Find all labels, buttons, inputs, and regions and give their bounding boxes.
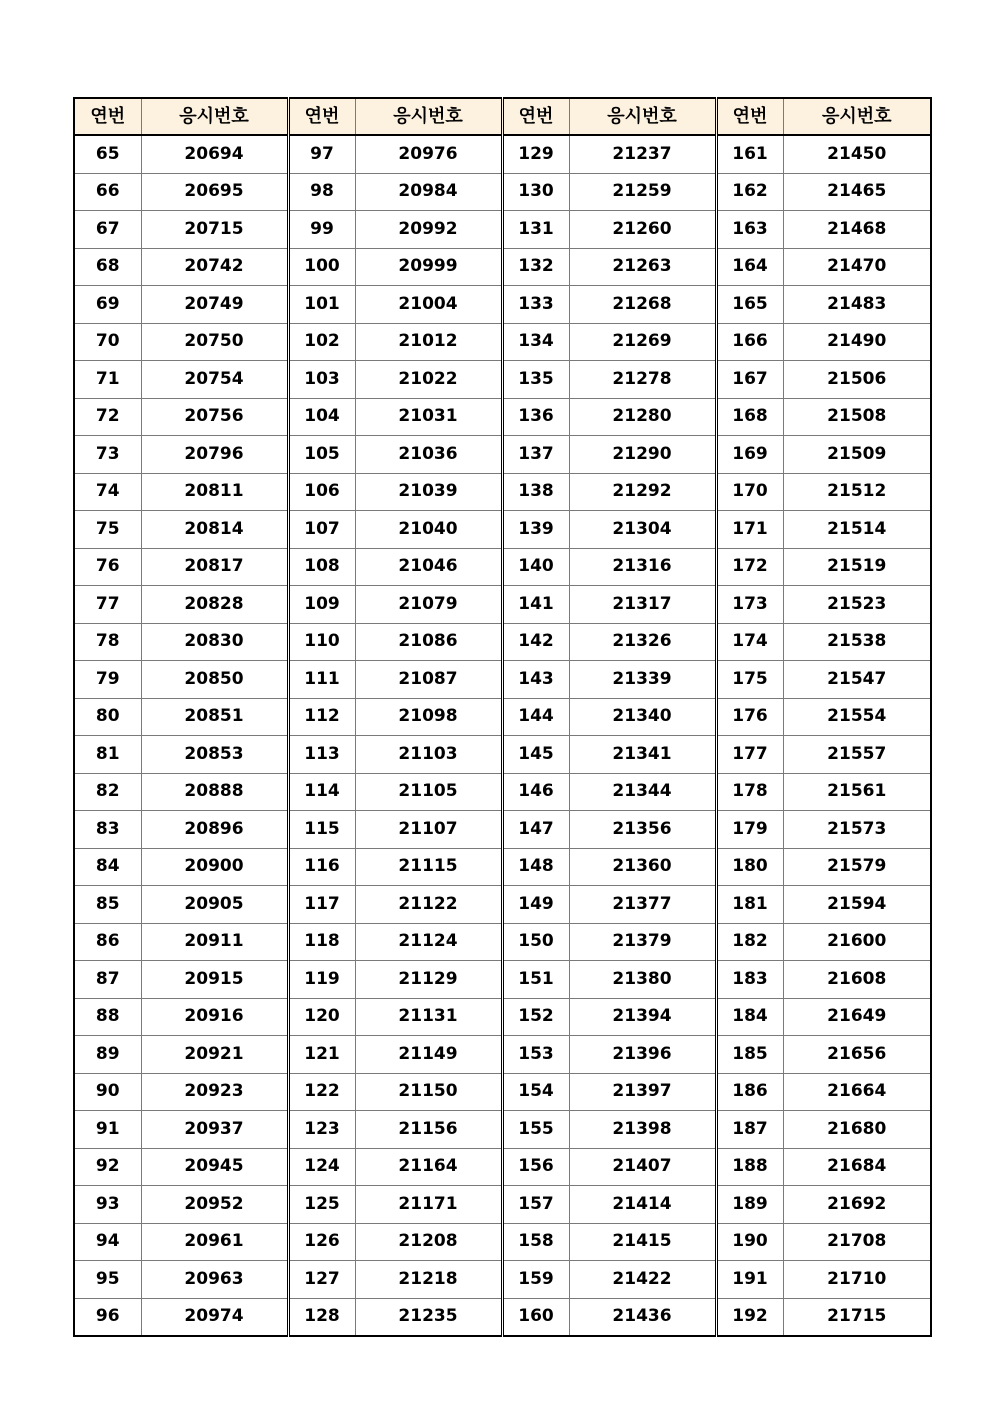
serial-number-cell: 79	[74, 661, 141, 699]
exam-number-cell: 21040	[355, 511, 502, 549]
table-row	[74, 923, 931, 961]
table-row	[74, 548, 931, 586]
serial-number-cell: 188	[716, 1148, 783, 1186]
exam-number-cell: 21600	[783, 923, 931, 961]
serial-number-cell: 119	[288, 961, 355, 999]
exam-number-cell: 20963	[141, 1261, 288, 1299]
table-row	[74, 135, 931, 173]
exam-number-cell: 21278	[569, 361, 716, 399]
serial-number-cell: 175	[716, 661, 783, 699]
serial-number-cell: 99	[288, 211, 355, 249]
exam-number-cell: 21470	[783, 248, 931, 286]
serial-number-cell: 163	[716, 211, 783, 249]
serial-number-cell: 74	[74, 473, 141, 511]
exam-number-cell: 21036	[355, 436, 502, 474]
exam-number-cell: 20916	[141, 998, 288, 1036]
serial-number-cell: 158	[502, 1223, 569, 1261]
exam-number-cell: 21339	[569, 661, 716, 699]
exam-number-cell: 21506	[783, 361, 931, 399]
serial-number-cell: 155	[502, 1111, 569, 1149]
serial-number-cell: 167	[716, 361, 783, 399]
serial-number-cell: 124	[288, 1148, 355, 1186]
serial-number-cell: 162	[716, 173, 783, 211]
serial-number-cell: 164	[716, 248, 783, 286]
exam-number-cell: 21608	[783, 961, 931, 999]
serial-number-cell: 156	[502, 1148, 569, 1186]
serial-number-cell: 145	[502, 736, 569, 774]
serial-number-cell: 110	[288, 623, 355, 661]
exam-number-cell: 21436	[569, 1298, 716, 1336]
serial-number-cell: 66	[74, 173, 141, 211]
exam-number-cell: 21394	[569, 998, 716, 1036]
serial-number-cell: 149	[502, 886, 569, 924]
exam-number-cell: 21171	[355, 1186, 502, 1224]
table-row	[74, 698, 931, 736]
serial-number-cell: 131	[502, 211, 569, 249]
exam-number-cell: 20905	[141, 886, 288, 924]
serial-number-cell: 81	[74, 736, 141, 774]
exam-number-cell: 21268	[569, 286, 716, 324]
exam-number-cell: 21046	[355, 548, 502, 586]
serial-number-cell: 165	[716, 286, 783, 324]
serial-number-cell: 142	[502, 623, 569, 661]
exam-number-cell: 21122	[355, 886, 502, 924]
serial-number-cell: 140	[502, 548, 569, 586]
serial-number-cell: 92	[74, 1148, 141, 1186]
exam-number-cell: 21377	[569, 886, 716, 924]
serial-number-cell: 94	[74, 1223, 141, 1261]
serial-number-cell: 150	[502, 923, 569, 961]
exam-number-cell: 21218	[355, 1261, 502, 1299]
table-row	[74, 1036, 931, 1074]
table-row	[74, 661, 931, 699]
serial-number-cell: 157	[502, 1186, 569, 1224]
serial-number-cell: 70	[74, 323, 141, 361]
exam-number-cell: 21422	[569, 1261, 716, 1299]
exam-number-cell: 21103	[355, 736, 502, 774]
exam-number-cell: 20750	[141, 323, 288, 361]
exam-number-cell: 21107	[355, 811, 502, 849]
serial-number-cell: 161	[716, 135, 783, 173]
serial-number-cell: 191	[716, 1261, 783, 1299]
serial-number-cell: 111	[288, 661, 355, 699]
serial-number-cell: 134	[502, 323, 569, 361]
exam-number-cell: 21124	[355, 923, 502, 961]
exam-number-cell: 21509	[783, 436, 931, 474]
table-row	[74, 361, 931, 399]
serial-number-cell: 176	[716, 698, 783, 736]
serial-number-cell: 129	[502, 135, 569, 173]
exam-number-cell: 21579	[783, 848, 931, 886]
table-row	[74, 1223, 931, 1261]
exam-number-cell: 21344	[569, 773, 716, 811]
serial-number-cell: 172	[716, 548, 783, 586]
serial-number-cell: 184	[716, 998, 783, 1036]
exam-number-cell: 21561	[783, 773, 931, 811]
serial-number-cell: 181	[716, 886, 783, 924]
serial-number-cell: 71	[74, 361, 141, 399]
exam-number-cell: 21004	[355, 286, 502, 324]
serial-number-cell: 80	[74, 698, 141, 736]
exam-number-cell: 20952	[141, 1186, 288, 1224]
exam-number-cell: 20900	[141, 848, 288, 886]
table-row	[74, 961, 931, 999]
serial-number-cell: 76	[74, 548, 141, 586]
column-header-serial: 연번	[74, 98, 141, 135]
serial-number-cell: 78	[74, 623, 141, 661]
exam-number-cell: 20974	[141, 1298, 288, 1336]
exam-number-cell: 21692	[783, 1186, 931, 1224]
table-row	[74, 436, 931, 474]
exam-number-cell: 21490	[783, 323, 931, 361]
serial-number-cell: 177	[716, 736, 783, 774]
exam-number-cell: 21379	[569, 923, 716, 961]
serial-number-cell: 153	[502, 1036, 569, 1074]
exam-number-cell: 20937	[141, 1111, 288, 1149]
exam-number-cell: 21407	[569, 1148, 716, 1186]
exam-number-cell: 20742	[141, 248, 288, 286]
exam-number-cell: 21380	[569, 961, 716, 999]
exam-number-cell: 21235	[355, 1298, 502, 1336]
exam-number-cell: 20888	[141, 773, 288, 811]
exam-number-cell: 21304	[569, 511, 716, 549]
serial-number-cell: 72	[74, 398, 141, 436]
serial-number-cell: 113	[288, 736, 355, 774]
table-row	[74, 998, 931, 1036]
exam-number-cell: 20814	[141, 511, 288, 549]
exam-number-cell: 21237	[569, 135, 716, 173]
exam-number-cell: 21149	[355, 1036, 502, 1074]
serial-number-cell: 190	[716, 1223, 783, 1261]
serial-number-cell: 159	[502, 1261, 569, 1299]
exam-number-cell: 20715	[141, 211, 288, 249]
serial-number-cell: 183	[716, 961, 783, 999]
serial-number-cell: 132	[502, 248, 569, 286]
serial-number-cell: 147	[502, 811, 569, 849]
exam-number-cell: 21708	[783, 1223, 931, 1261]
serial-number-cell: 87	[74, 961, 141, 999]
exam-number-cell: 21259	[569, 173, 716, 211]
table-row	[74, 886, 931, 924]
exam-number-cell: 20921	[141, 1036, 288, 1074]
serial-number-cell: 77	[74, 586, 141, 624]
serial-number-cell: 187	[716, 1111, 783, 1149]
serial-number-cell: 103	[288, 361, 355, 399]
serial-number-cell: 121	[288, 1036, 355, 1074]
serial-number-cell: 100	[288, 248, 355, 286]
exam-number-cell: 20694	[141, 135, 288, 173]
serial-number-cell: 189	[716, 1186, 783, 1224]
exam-number-cell: 21356	[569, 811, 716, 849]
serial-number-cell: 67	[74, 211, 141, 249]
serial-number-cell: 173	[716, 586, 783, 624]
exam-number-cell: 20911	[141, 923, 288, 961]
exam-number-cell: 21554	[783, 698, 931, 736]
exam-number-cell: 20945	[141, 1148, 288, 1186]
table-row	[74, 736, 931, 774]
serial-number-cell: 143	[502, 661, 569, 699]
exam-number-cell: 21156	[355, 1111, 502, 1149]
exam-number-cell: 21326	[569, 623, 716, 661]
serial-number-cell: 123	[288, 1111, 355, 1149]
exam-number-cell: 20756	[141, 398, 288, 436]
serial-number-cell: 179	[716, 811, 783, 849]
exam-number-cell: 20999	[355, 248, 502, 286]
exam-number-cell: 21684	[783, 1148, 931, 1186]
serial-number-cell: 95	[74, 1261, 141, 1299]
exam-number-cell: 21131	[355, 998, 502, 1036]
column-header-serial: 연번	[288, 98, 355, 135]
exam-number-cell: 21269	[569, 323, 716, 361]
serial-number-cell: 130	[502, 173, 569, 211]
table-row	[74, 1261, 931, 1299]
table-row	[74, 211, 931, 249]
exam-number-cell: 20754	[141, 361, 288, 399]
table-row	[74, 173, 931, 211]
serial-number-cell: 107	[288, 511, 355, 549]
serial-number-cell: 133	[502, 286, 569, 324]
exam-number-cell: 21208	[355, 1223, 502, 1261]
serial-number-cell: 146	[502, 773, 569, 811]
serial-number-cell: 139	[502, 511, 569, 549]
serial-number-cell: 151	[502, 961, 569, 999]
exam-number-cell: 21483	[783, 286, 931, 324]
exam-number-cell: 21710	[783, 1261, 931, 1299]
exam-number-table	[73, 97, 932, 1337]
exam-number-cell: 21594	[783, 886, 931, 924]
table-row	[74, 286, 931, 324]
table-row	[74, 848, 931, 886]
exam-number-cell: 21079	[355, 586, 502, 624]
exam-number-cell: 21150	[355, 1073, 502, 1111]
exam-number-cell: 21316	[569, 548, 716, 586]
serial-number-cell: 137	[502, 436, 569, 474]
table-row	[74, 398, 931, 436]
serial-number-cell: 96	[74, 1298, 141, 1336]
column-header-serial: 연번	[502, 98, 569, 135]
serial-number-cell: 102	[288, 323, 355, 361]
serial-number-cell: 117	[288, 886, 355, 924]
serial-number-cell: 105	[288, 436, 355, 474]
serial-number-cell: 90	[74, 1073, 141, 1111]
exam-number-cell: 20896	[141, 811, 288, 849]
serial-number-cell: 89	[74, 1036, 141, 1074]
serial-number-cell: 101	[288, 286, 355, 324]
serial-number-cell: 126	[288, 1223, 355, 1261]
serial-number-cell: 97	[288, 135, 355, 173]
table-row	[74, 473, 931, 511]
serial-number-cell: 128	[288, 1298, 355, 1336]
exam-number-cell: 20984	[355, 173, 502, 211]
serial-number-cell: 148	[502, 848, 569, 886]
exam-number-cell: 21360	[569, 848, 716, 886]
serial-number-cell: 136	[502, 398, 569, 436]
serial-number-cell: 112	[288, 698, 355, 736]
serial-number-cell: 120	[288, 998, 355, 1036]
serial-number-cell: 84	[74, 848, 141, 886]
exam-number-cell: 21519	[783, 548, 931, 586]
serial-number-cell: 86	[74, 923, 141, 961]
serial-number-cell: 118	[288, 923, 355, 961]
exam-number-cell: 21680	[783, 1111, 931, 1149]
exam-number-cell: 20851	[141, 698, 288, 736]
exam-number-cell: 21280	[569, 398, 716, 436]
serial-number-cell: 141	[502, 586, 569, 624]
serial-number-cell: 144	[502, 698, 569, 736]
serial-number-cell: 88	[74, 998, 141, 1036]
exam-number-cell: 21164	[355, 1148, 502, 1186]
exam-number-cell: 21031	[355, 398, 502, 436]
column-header-exam-number: 응시번호	[569, 98, 716, 135]
exam-number-cell: 21260	[569, 211, 716, 249]
exam-number-cell: 21715	[783, 1298, 931, 1336]
serial-number-cell: 82	[74, 773, 141, 811]
serial-number-cell: 125	[288, 1186, 355, 1224]
exam-number-cell: 21086	[355, 623, 502, 661]
exam-number-cell: 20828	[141, 586, 288, 624]
serial-number-cell: 154	[502, 1073, 569, 1111]
serial-number-cell: 75	[74, 511, 141, 549]
exam-number-cell: 20796	[141, 436, 288, 474]
serial-number-cell: 122	[288, 1073, 355, 1111]
exam-number-cell: 20961	[141, 1223, 288, 1261]
exam-number-cell: 21022	[355, 361, 502, 399]
serial-number-cell: 106	[288, 473, 355, 511]
table-row	[74, 1111, 931, 1149]
serial-number-cell: 109	[288, 586, 355, 624]
exam-number-cell: 20749	[141, 286, 288, 324]
table-body	[74, 135, 931, 1336]
exam-number-cell: 21414	[569, 1186, 716, 1224]
serial-number-cell: 178	[716, 773, 783, 811]
column-header-exam-number: 응시번호	[355, 98, 502, 135]
serial-number-cell: 85	[74, 886, 141, 924]
serial-number-cell: 182	[716, 923, 783, 961]
exam-number-cell: 21547	[783, 661, 931, 699]
exam-number-cell: 21129	[355, 961, 502, 999]
exam-number-cell: 21292	[569, 473, 716, 511]
exam-number-cell: 21656	[783, 1036, 931, 1074]
serial-number-cell: 114	[288, 773, 355, 811]
table-row	[74, 1073, 931, 1111]
exam-number-cell: 20695	[141, 173, 288, 211]
exam-number-cell: 21098	[355, 698, 502, 736]
serial-number-cell: 168	[716, 398, 783, 436]
exam-number-cell: 21508	[783, 398, 931, 436]
serial-number-cell: 116	[288, 848, 355, 886]
serial-number-cell: 108	[288, 548, 355, 586]
exam-number-cell: 21538	[783, 623, 931, 661]
serial-number-cell: 65	[74, 135, 141, 173]
serial-number-cell: 166	[716, 323, 783, 361]
exam-number-cell: 20915	[141, 961, 288, 999]
serial-number-cell: 152	[502, 998, 569, 1036]
serial-number-cell: 83	[74, 811, 141, 849]
exam-number-cell: 21512	[783, 473, 931, 511]
serial-number-cell: 185	[716, 1036, 783, 1074]
exam-number-cell: 21039	[355, 473, 502, 511]
exam-number-cell: 21397	[569, 1073, 716, 1111]
exam-number-cell: 20850	[141, 661, 288, 699]
table-row	[74, 323, 931, 361]
exam-number-cell: 21514	[783, 511, 931, 549]
exam-number-cell: 21664	[783, 1073, 931, 1111]
exam-number-cell: 20811	[141, 473, 288, 511]
exam-number-cell: 21398	[569, 1111, 716, 1149]
exam-number-cell: 21573	[783, 811, 931, 849]
serial-number-cell: 174	[716, 623, 783, 661]
serial-number-cell: 73	[74, 436, 141, 474]
exam-number-cell: 21450	[783, 135, 931, 173]
exam-number-cell: 21317	[569, 586, 716, 624]
table-row	[74, 511, 931, 549]
serial-number-cell: 104	[288, 398, 355, 436]
exam-number-cell: 21649	[783, 998, 931, 1036]
serial-number-cell: 160	[502, 1298, 569, 1336]
exam-number-cell: 21341	[569, 736, 716, 774]
serial-number-cell: 69	[74, 286, 141, 324]
exam-number-cell: 20976	[355, 135, 502, 173]
serial-number-cell: 115	[288, 811, 355, 849]
serial-number-cell: 98	[288, 173, 355, 211]
exam-number-cell: 21468	[783, 211, 931, 249]
serial-number-cell: 171	[716, 511, 783, 549]
serial-number-cell: 135	[502, 361, 569, 399]
exam-number-cell: 21105	[355, 773, 502, 811]
table-row	[74, 1298, 931, 1336]
column-header-serial: 연번	[716, 98, 783, 135]
table-row	[74, 1148, 931, 1186]
column-header-exam-number: 응시번호	[141, 98, 288, 135]
header-row	[74, 98, 931, 135]
exam-number-cell: 20853	[141, 736, 288, 774]
exam-number-cell: 21012	[355, 323, 502, 361]
exam-number-cell: 21290	[569, 436, 716, 474]
table-row	[74, 773, 931, 811]
exam-number-cell: 20817	[141, 548, 288, 586]
exam-number-cell: 20923	[141, 1073, 288, 1111]
exam-number-cell: 21115	[355, 848, 502, 886]
exam-number-cell: 20830	[141, 623, 288, 661]
exam-number-cell: 21557	[783, 736, 931, 774]
serial-number-cell: 91	[74, 1111, 141, 1149]
exam-number-cell: 21340	[569, 698, 716, 736]
serial-number-cell: 170	[716, 473, 783, 511]
serial-number-cell: 68	[74, 248, 141, 286]
table-row	[74, 623, 931, 661]
exam-number-cell: 21465	[783, 173, 931, 211]
table-row	[74, 586, 931, 624]
serial-number-cell: 180	[716, 848, 783, 886]
exam-number-cell: 21396	[569, 1036, 716, 1074]
exam-number-cell: 21415	[569, 1223, 716, 1261]
serial-number-cell: 169	[716, 436, 783, 474]
serial-number-cell: 186	[716, 1073, 783, 1111]
table-row	[74, 811, 931, 849]
serial-number-cell: 127	[288, 1261, 355, 1299]
exam-number-cell: 21523	[783, 586, 931, 624]
serial-number-cell: 192	[716, 1298, 783, 1336]
exam-number-cell: 21263	[569, 248, 716, 286]
exam-number-cell: 21087	[355, 661, 502, 699]
column-header-exam-number: 응시번호	[783, 98, 931, 135]
serial-number-cell: 138	[502, 473, 569, 511]
exam-number-cell: 20992	[355, 211, 502, 249]
table-row	[74, 248, 931, 286]
table-row	[74, 1186, 931, 1224]
serial-number-cell: 93	[74, 1186, 141, 1224]
